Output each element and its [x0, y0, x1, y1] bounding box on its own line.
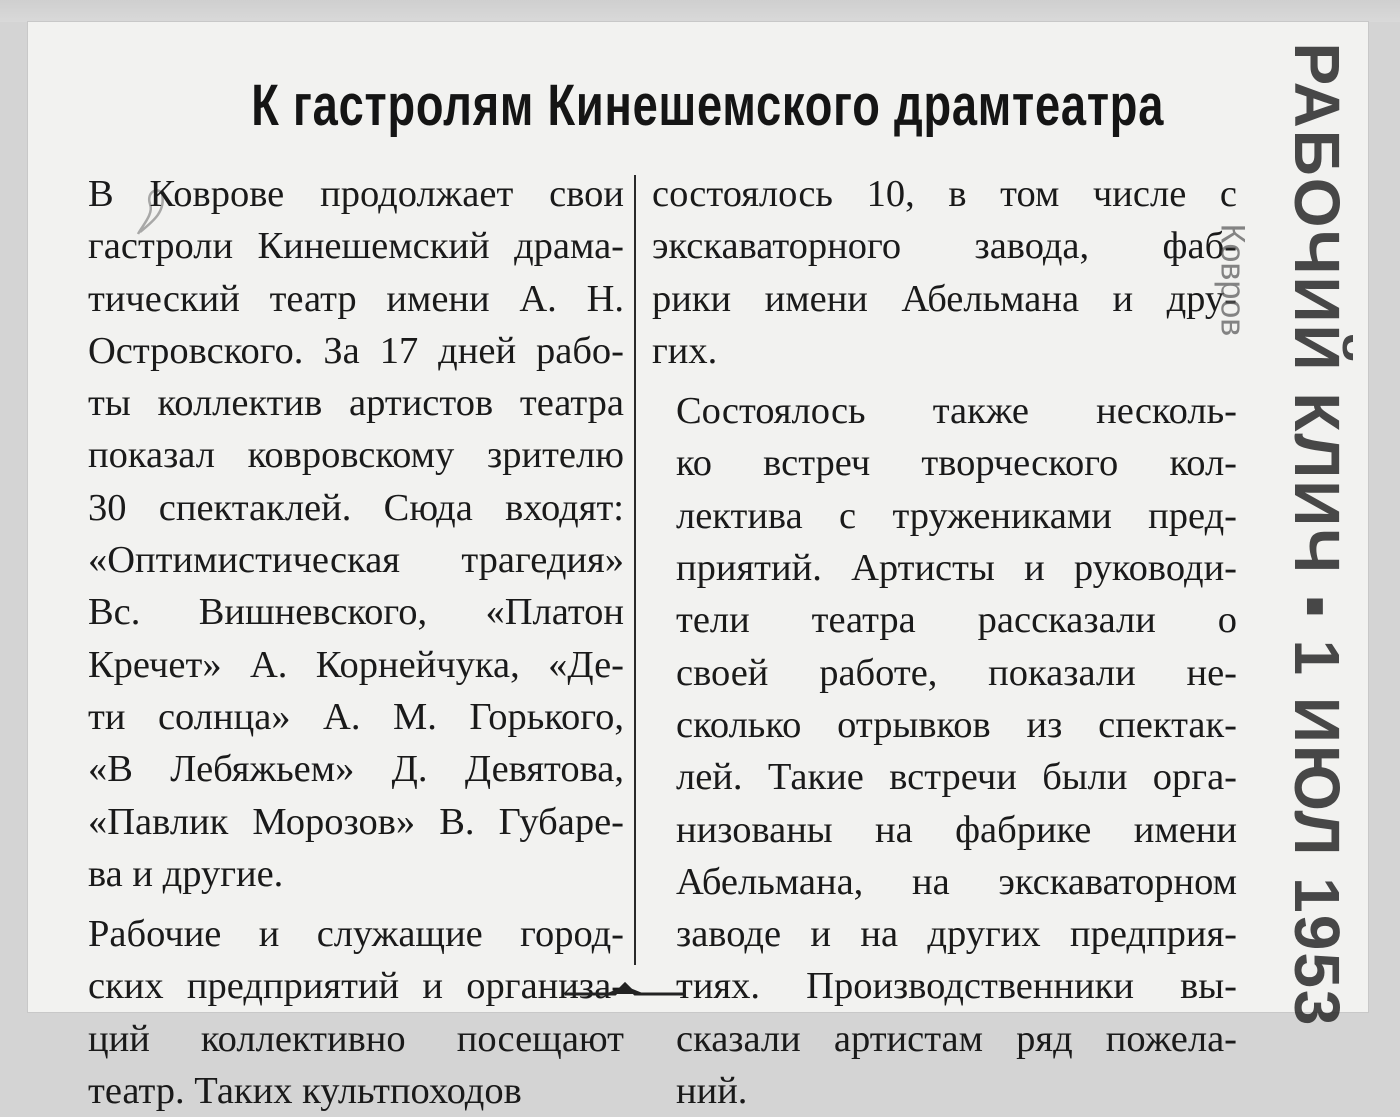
- article-line: ских предприятий и организа-: [88, 965, 624, 1008]
- article-line: В Коврове продолжает свои: [88, 173, 624, 215]
- article-line: ко встреч творческого кол-: [676, 442, 1237, 485]
- article-line: 30 спектаклей. Сюда входят:: [88, 486, 624, 529]
- stamp-day: 1: [1281, 639, 1353, 678]
- article-line: тели театра рассказали о: [676, 599, 1237, 642]
- stamp-month: ИЮЛ: [1281, 696, 1353, 858]
- article-line: лектива с тружениками пред-: [676, 494, 1237, 537]
- article-line: сказали артистам ряд пожела-: [676, 1017, 1237, 1060]
- stamp-word: КЛИЧ: [1281, 392, 1353, 576]
- article-line: рики имени Абельмана и дру-: [652, 277, 1237, 320]
- article-line: Вс. Вишневского, «Платон: [88, 591, 624, 634]
- article-line: состоялось 10, в том числе с: [652, 173, 1237, 215]
- article-line: ций коллективно посещают: [88, 1017, 624, 1060]
- article-paragraph: [64, 908, 624, 1117]
- date-stamp: [1258, 42, 1376, 1028]
- article-line: ний.: [676, 1070, 748, 1113]
- end-ornament-icon: [565, 980, 685, 998]
- article-line: заводе и на других предприя-: [676, 913, 1237, 956]
- article-line: экскаваторного завода, фаб-: [652, 225, 1237, 268]
- article-line: гих.: [652, 329, 718, 372]
- stamp-newspaper: РАБОЧИЙ: [1281, 42, 1353, 373]
- article-line: «В Лебяжьем» Д. Девятова,: [88, 748, 624, 791]
- article-line: Состоялось также несколь-: [676, 390, 1237, 433]
- article-line: своей работе, показали не-: [676, 651, 1237, 694]
- article-column-right: [652, 168, 1237, 1117]
- article-line: низованы на фабрике имени: [676, 808, 1237, 851]
- article-line: ва и другие.: [88, 852, 284, 895]
- date-stamp-text: РАБОЧИЙ КЛИЧ ▪ 1 ИЮЛ 1953: [1281, 42, 1353, 1028]
- stamp-city: Ковров: [1213, 223, 1252, 337]
- article-paragraph: [652, 385, 1237, 1117]
- article-line: «Оптимистическая трагедия»: [88, 539, 624, 582]
- article-column-left: [64, 168, 624, 1117]
- stamp-year: 1953: [1281, 877, 1353, 1028]
- article-line: лей. Такие встречи были орга-: [676, 756, 1237, 799]
- article-line: тический театр имени А. Н.: [88, 277, 624, 320]
- article-line: ты коллектив артистов театра: [88, 382, 624, 425]
- article-line: ти солнца» А. М. Горького,: [88, 695, 624, 738]
- article-line: Кречет» А. Корнейчука, «Де-: [88, 643, 624, 686]
- article-line: сколько отрывков из спектак-: [676, 703, 1237, 746]
- article-line: гастроли Кинешемский драма-: [88, 225, 624, 268]
- headline: К гастролям Кинешемского драмтеатра: [251, 73, 1165, 138]
- column-rule: [634, 175, 636, 965]
- article-paragraph: [64, 168, 624, 900]
- article-line: Абельмана, на экскаваторном: [676, 860, 1237, 903]
- article-line: приятий. Артисты и руководи-: [676, 547, 1237, 590]
- article-line: театр. Таких культпоходов: [88, 1070, 522, 1113]
- article-line: показал ковровскому зрителю: [88, 434, 624, 477]
- article-line: «Павлик Морозов» В. Губаре-: [88, 800, 624, 843]
- article-line: тиях. Производственники вы-: [676, 965, 1237, 1008]
- article-line: Островского. За 17 дней рабо-: [88, 329, 624, 372]
- scan-edge: [0, 0, 1400, 22]
- article-line: Рабочие и служащие город-: [88, 913, 624, 956]
- article-paragraph: [652, 168, 1237, 377]
